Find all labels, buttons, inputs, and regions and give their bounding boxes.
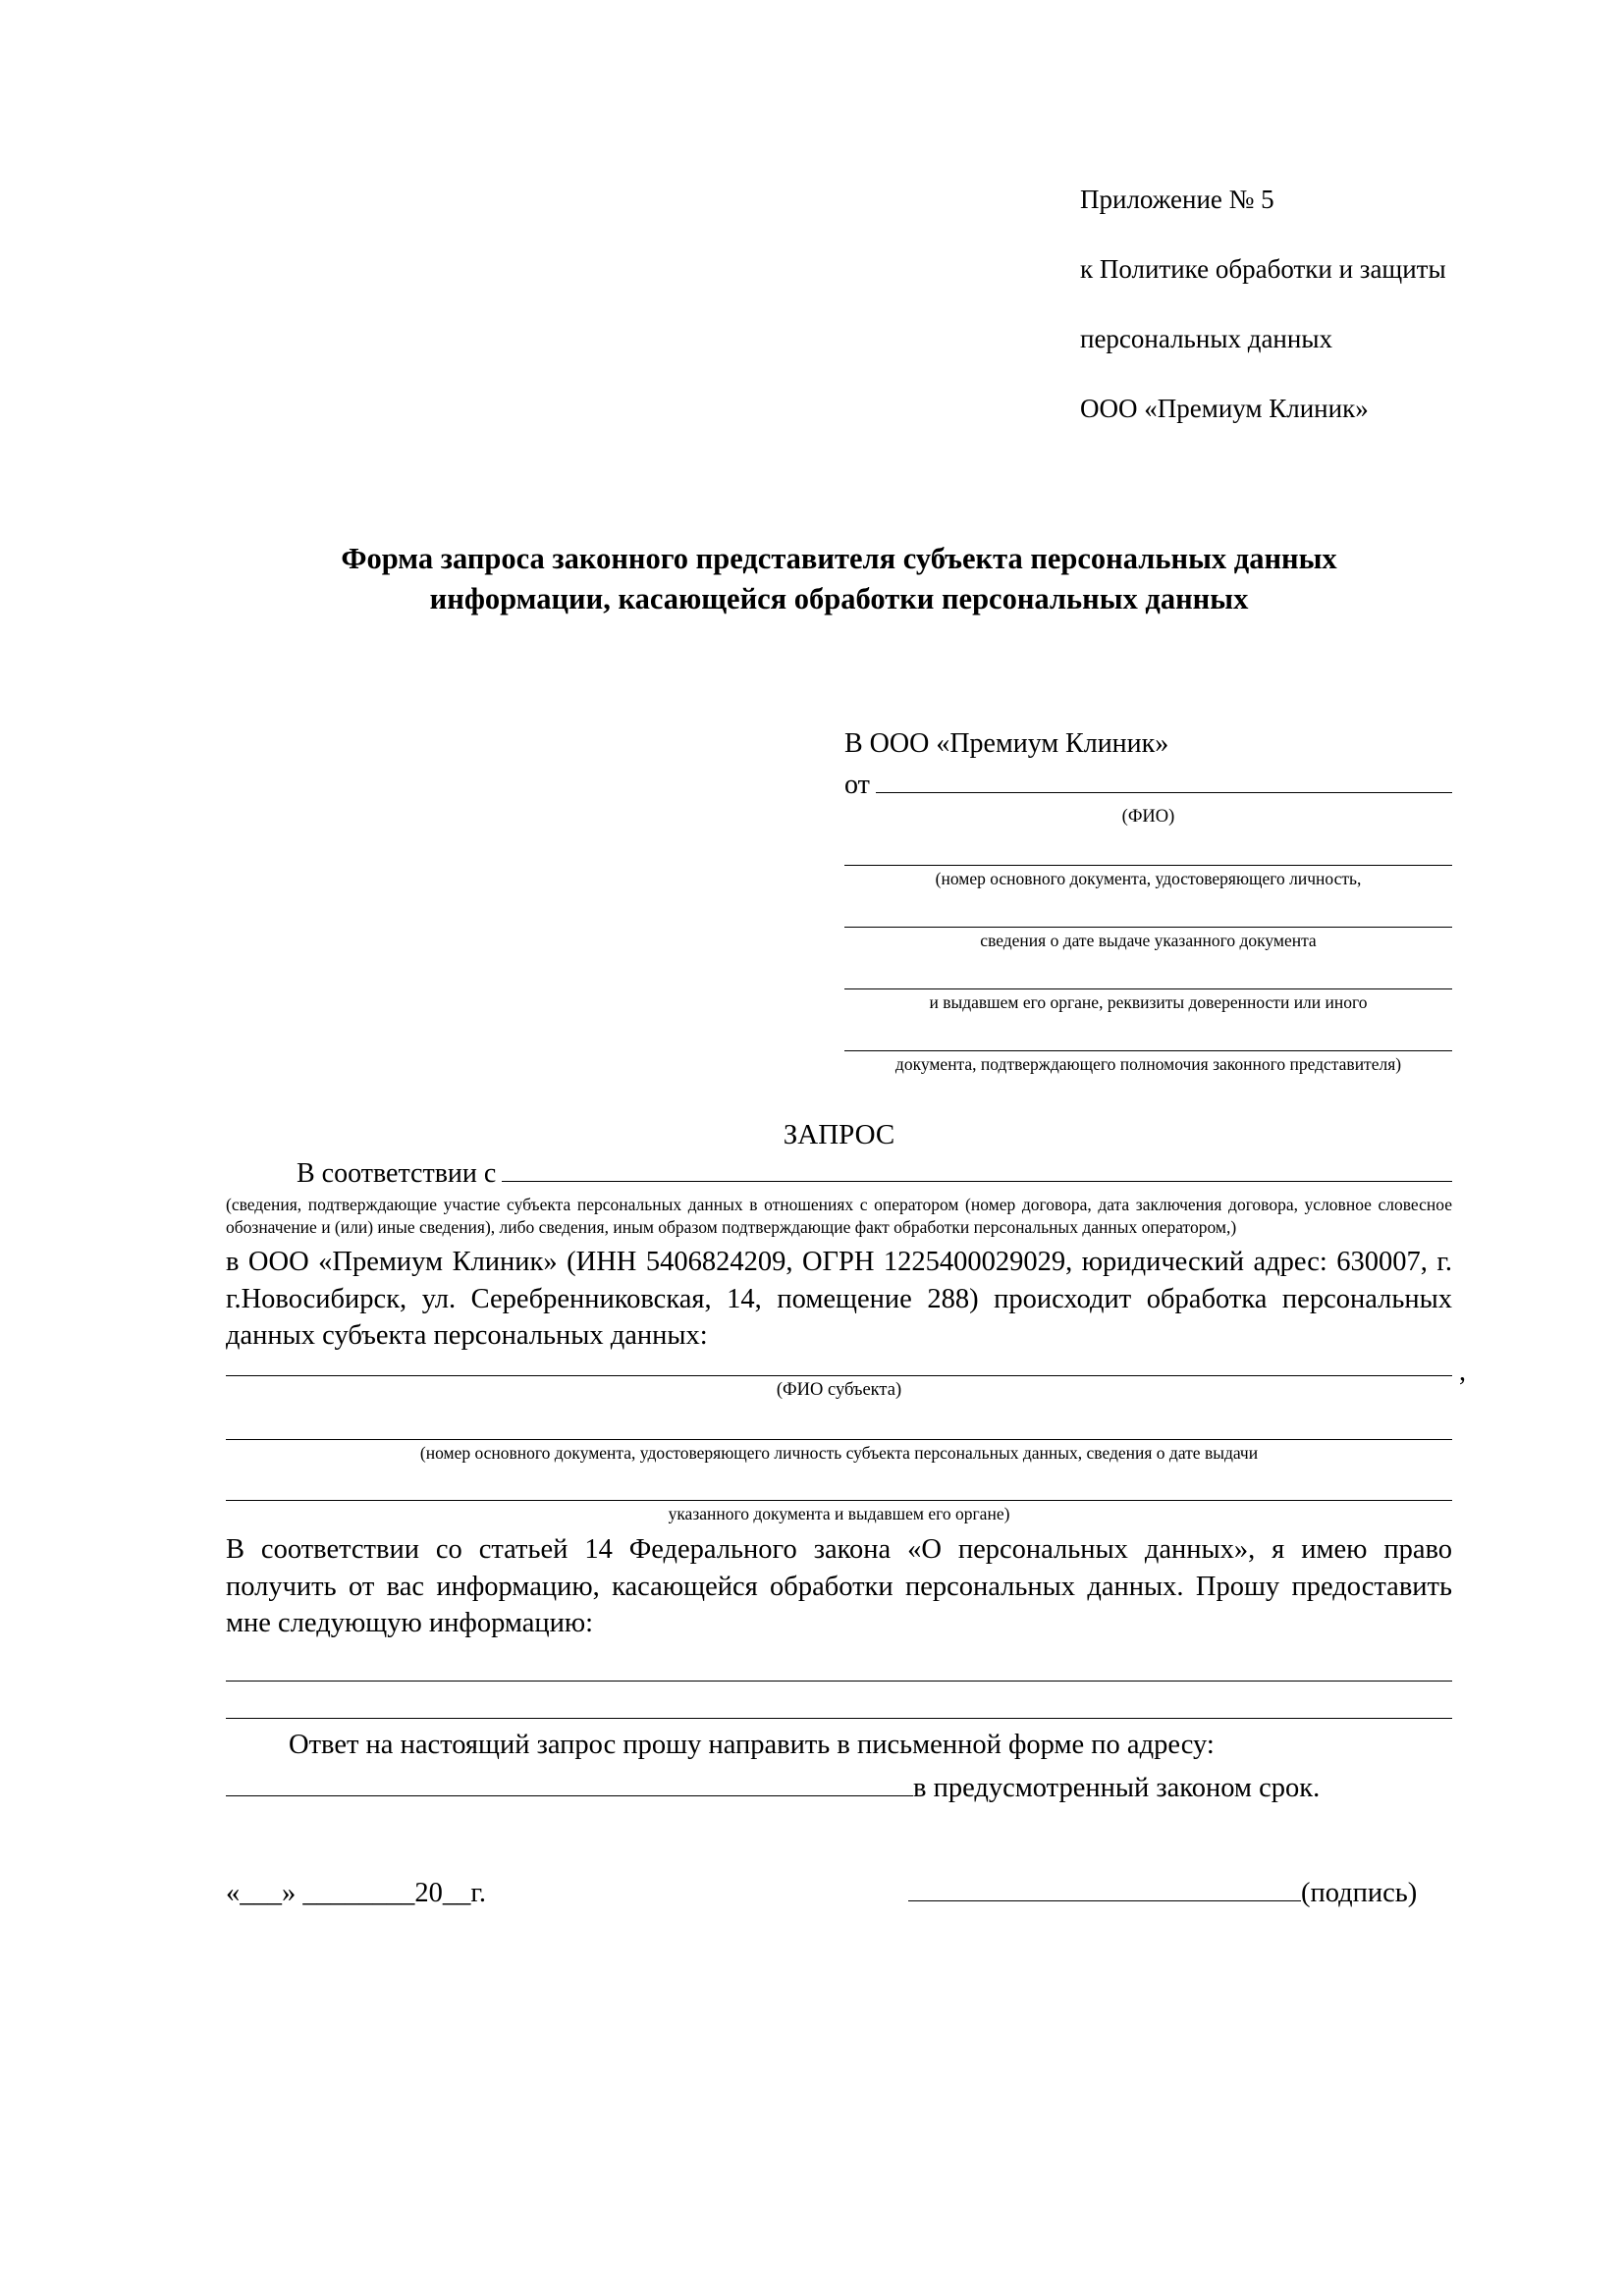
- title-line-1: Форма запроса законного представителя субъекта персональных данных: [341, 541, 1337, 575]
- signature-row: [226, 1875, 1452, 1909]
- caption-doc-organ: и выдавшем его органе, реквизиты доверенности или иного: [929, 992, 1368, 1013]
- addressee-org: В ООО «Премиум Клиник»: [844, 727, 1169, 759]
- caption-doc-number: (номер основного документа, удостоверяющего личность,: [935, 869, 1362, 889]
- in-accordance-input-line[interactable]: [502, 1157, 1452, 1182]
- answer-address-input-line[interactable]: [226, 1770, 913, 1796]
- subject-doc-input-line-2[interactable]: [226, 1480, 1452, 1501]
- info-request-input-line-2[interactable]: [226, 1698, 1452, 1719]
- caption-fio: (ФИО): [1121, 807, 1175, 828]
- header-block: [1080, 147, 1452, 462]
- info-request-input-line-1[interactable]: [226, 1661, 1452, 1682]
- addressee-block: [844, 726, 1452, 1076]
- doc-number-input-line[interactable]: [844, 845, 1452, 866]
- subject-fio-input-line[interactable]: [226, 1357, 1466, 1388]
- page-title: [226, 539, 1452, 620]
- header-line-3: персональных данных: [1080, 324, 1332, 354]
- date-field[interactable]: «___» ________20__г.: [226, 1877, 486, 1908]
- header-line-4: ООО «Премиум Клиник»: [1080, 394, 1369, 424]
- request-heading: ЗАПРОС: [783, 1118, 895, 1150]
- operator-paragraph: в ООО «Премиум Клиник» (ИНН 5406824209, ОГРН 1225400029029, юридический адрес: 630007, г. г.Новосибирск, ул. Серебренниковская, 14, помещение 288) происходит обработка персональных данных субъекта персональных данных:: [226, 1247, 1452, 1352]
- signature-input-line[interactable]: [908, 1875, 1301, 1901]
- in-accordance-line: [226, 1157, 1452, 1190]
- trailing-comma: ,: [1459, 1357, 1466, 1388]
- fine-print-note: (сведения, подтверждающие участие субъекта персональных данных в отношениях с оператором (номер договора, дата заключения договора, условное словесное обозначение и (или) иные сведения), либо сведения, иным образом подтверждающие факт обработки персональных данных оператором,): [226, 1194, 1452, 1237]
- answer-paragraph: Ответ на настоящий запрос прошу направить в письменной форме по адресу:: [289, 1730, 1215, 1761]
- from-label: от: [844, 769, 870, 800]
- doc-date-input-line[interactable]: [844, 907, 1452, 928]
- caption-doc-powers: документа, подтверждающего полномочия законного представителя): [894, 1054, 1402, 1075]
- caption-subject-fio: (ФИО субъекта): [776, 1380, 902, 1401]
- signature-caption: (подпись): [1300, 1877, 1418, 1908]
- caption-doc-date: сведения о дате выдаче указанного документа: [980, 931, 1317, 951]
- caption-subject-doc-2: указанного документа и выдавшем его органе): [668, 1504, 1010, 1524]
- from-line: [844, 768, 1452, 803]
- header-line-1: Приложение № 5: [1080, 184, 1274, 214]
- doc-powers-input-line[interactable]: [844, 1031, 1452, 1051]
- caption-subject-doc: (номер основного документа, удостоверяющего личность субъекта персональных данных, сведения о дате выдачи: [419, 1442, 1259, 1463]
- header-line-2: к Политике обработки и защиты: [1080, 253, 1446, 284]
- in-accordance-label: В соответствии с: [297, 1157, 497, 1189]
- subject-doc-input-line[interactable]: [226, 1419, 1452, 1440]
- title-line-2: информации, касающейся обработки персональных данных: [429, 582, 1249, 616]
- doc-organ-input-line[interactable]: [844, 969, 1452, 989]
- answer-address-line: [226, 1770, 1452, 1804]
- law-paragraph: В соответствии со статьей 14 Федерального закона «О персональных данных», я имею право получить от вас информацию, касающейся обработки персональных данных. Прошу предоставить мне следующую информацию:: [226, 1534, 1452, 1638]
- answer-address-tail: в предусмотренный законом срок.: [913, 1772, 1321, 1803]
- from-input-line[interactable]: [876, 769, 1452, 793]
